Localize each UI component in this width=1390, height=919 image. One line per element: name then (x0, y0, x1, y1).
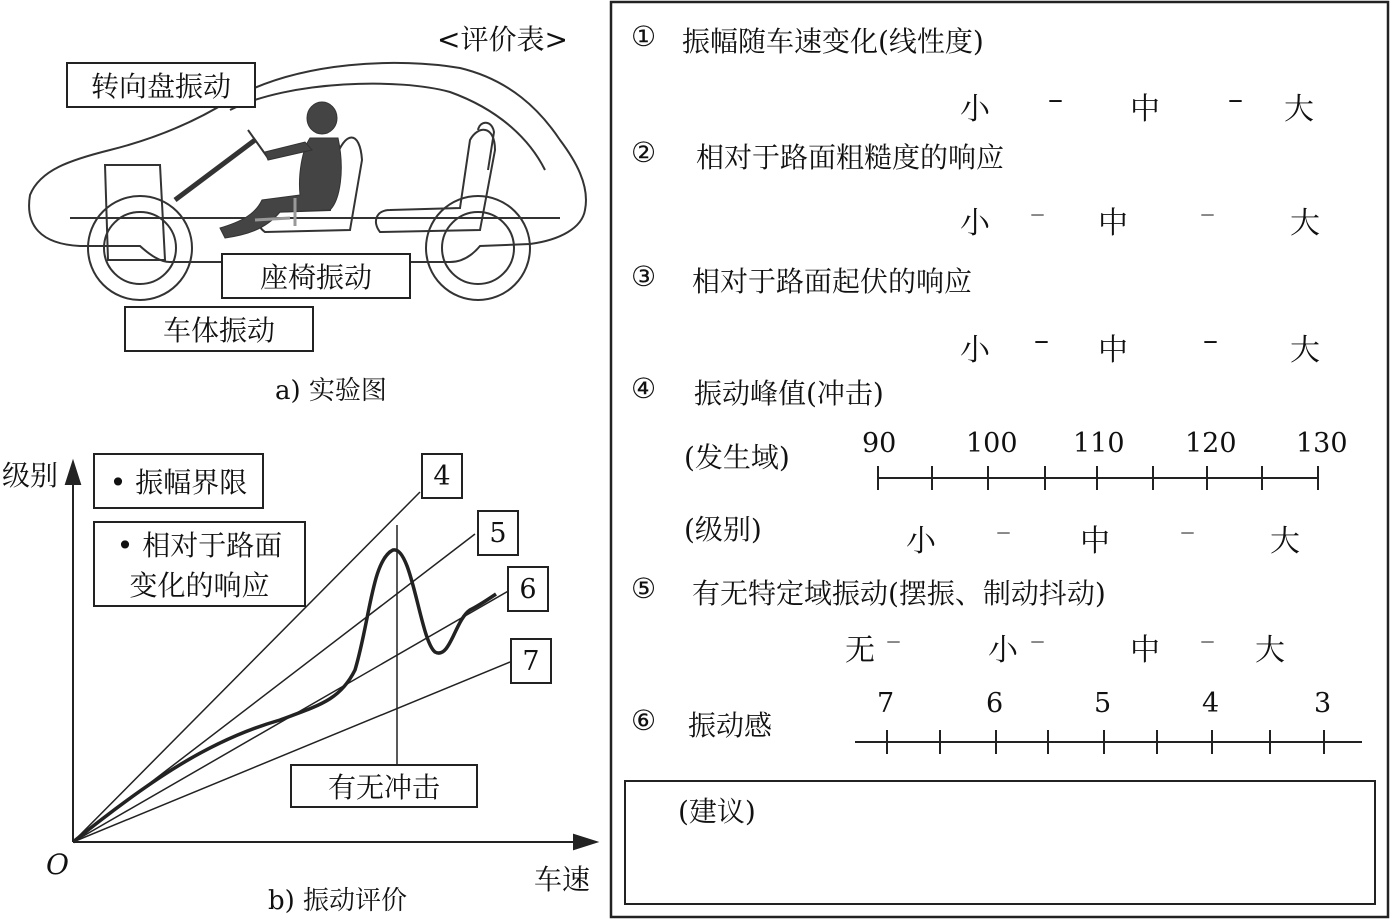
item-5-scale-0[interactable]: 无 (845, 633, 875, 668)
item-1-scale-2[interactable]: 中 (1130, 92, 1160, 127)
item-5-scale-5: – (1200, 623, 1215, 658)
domain-tick-90: 90 (862, 428, 897, 459)
domain-tick-110: 110 (1073, 428, 1125, 459)
experiment-caption: a) 实验图 (275, 376, 387, 406)
item-4-index: ④ (631, 372, 657, 405)
item-1-title: 振幅随车速变化(线性度) (682, 25, 984, 58)
item-2-scale-4[interactable]: 大 (1290, 206, 1320, 241)
feeling-scale (855, 730, 1362, 754)
y-axis-arrow (66, 462, 80, 484)
item-3-scale-4[interactable]: 大 (1290, 333, 1320, 368)
y-axis-label: 级别 (2, 459, 59, 492)
item-1-index: ① (631, 20, 657, 53)
item-6-index: ⑥ (631, 704, 657, 737)
chart-caption: b) 振动评价 (268, 886, 408, 916)
line-tag-4 (421, 453, 463, 499)
item-3-scale-2[interactable]: 中 (1098, 333, 1128, 368)
suggestion-box[interactable] (624, 780, 1376, 905)
seat-vibration-label (221, 253, 411, 299)
item-3-scale-0[interactable]: 小 (960, 333, 990, 368)
item-6-title: 振动感 (688, 709, 773, 742)
amplitude-limit-text: • 振幅界限 (109, 466, 248, 499)
item-4-level-3: – (1180, 514, 1195, 549)
feeling-tick-6: 6 (986, 688, 1004, 719)
road-response-legend (93, 521, 306, 607)
item-2-scale-0[interactable]: 小 (960, 206, 990, 241)
item-2-scale-2[interactable]: 中 (1098, 206, 1128, 241)
item-5-index: ⑤ (631, 572, 657, 605)
steering-column (175, 140, 255, 200)
item-5-scale-6[interactable]: 大 (1255, 633, 1285, 668)
domain-scale (878, 466, 1318, 490)
road-response-text-2: 变化的响应 (129, 569, 270, 602)
line-tag-7-text: 7 (522, 645, 540, 677)
seat-vibration-text: 座椅振动 (259, 261, 372, 294)
steering-vibration-text: 转向盘振动 (90, 70, 231, 103)
x-axis-arrow (574, 835, 596, 849)
feeling-tick-4: 4 (1202, 688, 1220, 719)
reference-line-7 (73, 662, 510, 842)
item-2-scale-3: – (1200, 196, 1215, 231)
item-4-domain-label: (发生域) (684, 441, 790, 474)
item-3-title: 相对于路面起伏的响应 (692, 265, 973, 298)
line-tag-6-text: 6 (519, 573, 537, 605)
item-4-level-2[interactable]: 中 (1080, 524, 1110, 559)
impact-label (290, 764, 478, 808)
feeling-tick-7: 7 (877, 688, 895, 719)
item-4-level-label: (级别) (684, 513, 762, 546)
suggestion-label: (建议) (678, 795, 756, 828)
line-tag-7 (510, 638, 552, 684)
amplitude-limit-legend (93, 453, 264, 509)
domain-tick-120: 120 (1185, 428, 1237, 459)
item-5-title: 有无特定域振动(摆振、制动抖动) (692, 577, 1106, 610)
item-5-scale-4[interactable]: 中 (1130, 633, 1160, 668)
item-3-scale-3: – (1203, 323, 1218, 358)
item-5-scale-3: – (1030, 623, 1045, 658)
road-response-text-1: • 相对于路面 (116, 529, 283, 562)
feeling-tick-3: 3 (1314, 688, 1332, 719)
x-axis-label: 车速 (534, 863, 591, 896)
item-4-level-4[interactable]: 大 (1270, 524, 1300, 559)
feeling-tick-5: 5 (1094, 688, 1112, 719)
impact-label-text: 有无冲击 (327, 771, 440, 804)
evaluation-table-title: <评价表> (437, 23, 568, 56)
item-2-scale-1: – (1030, 196, 1045, 231)
domain-tick-130: 130 (1296, 428, 1348, 459)
line-tag-4-text: 4 (433, 460, 451, 492)
item-1-scale-1: – (1048, 82, 1063, 117)
item-4-level-0[interactable]: 小 (906, 524, 936, 559)
item-1-scale-3: – (1228, 82, 1243, 117)
line-tag-5 (477, 510, 519, 556)
line-tag-5-text: 5 (489, 517, 507, 549)
origin-label: O (46, 848, 69, 881)
body-vibration-text: 车体振动 (162, 314, 275, 347)
item-1-scale-4[interactable]: 大 (1284, 92, 1314, 127)
item-2-index: ② (631, 136, 657, 169)
body-vibration-label (124, 306, 314, 352)
item-5-scale-1: – (886, 623, 901, 658)
item-2-title: 相对于路面粗糙度的响应 (696, 141, 1005, 174)
item-3-index: ③ (631, 260, 657, 293)
item-1-scale-0[interactable]: 小 (960, 92, 990, 127)
item-5-scale-2[interactable]: 小 (988, 633, 1018, 668)
steering-vibration-label (66, 62, 256, 108)
driver-head (307, 102, 337, 134)
item-3-scale-1: – (1034, 323, 1049, 358)
item-4-title: 振动峰值(冲击) (694, 377, 884, 410)
line-tag-6 (507, 566, 549, 612)
item-4-level-1: – (996, 514, 1011, 549)
domain-tick-100: 100 (966, 428, 1018, 459)
